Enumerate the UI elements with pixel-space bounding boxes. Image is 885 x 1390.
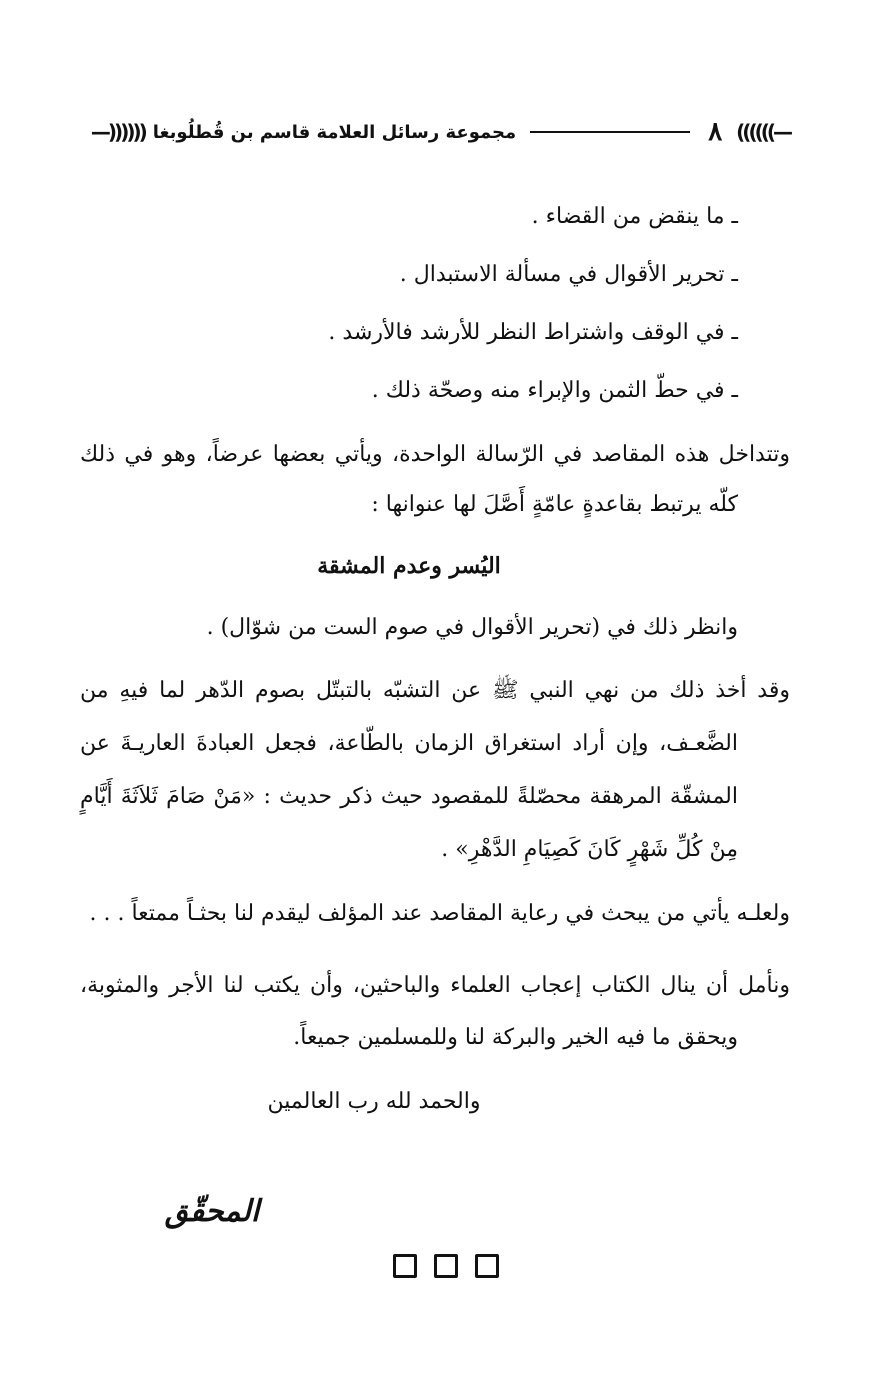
header-title: مجموعة رسائل العلامة قاسم بن قُطلُوبغا	[152, 121, 517, 143]
list-item: ـ تحرير الأقوال في مسألة الاستبدال .	[399, 262, 738, 287]
page-number: ٨	[708, 117, 723, 147]
signature: المحقّق	[164, 1194, 260, 1229]
paragraph-4: ولعلـه يأتي من يبحث في رعاية المقاصد عند المؤلف ليقدم لنا بحثـاً ممتعاً . . .	[89, 901, 790, 926]
list-item: ـ في الوقف واشتراط النظر للأرشد فالأرشد .	[328, 320, 738, 345]
paragraph-3: وقد أخذ ذلك من نهي النبي ﷺ عن التشبّه بالتبتّل بصوم الدّهر لما فيهِ من الضَّعـف، وإن أراد استغراق الزمان بالطّاعة، فجعل العبادةَ العاريـةَ عن المشقّة المرهقة محصّلةً للمقصود حيث ذكر حديث : «مَنْ صَامَ ثَلاَثَةَ أَيَّامٍ مِنْ كُلِّ شَهْرٍ كَانَ كَصِيَامِ الدَّهْرِ» .	[80, 678, 790, 862]
running-header	[78, 112, 790, 152]
paragraph-5: ونأمل أن ينال الكتاب إعجاب العلماء والباحثين، وأن يكتب لنا الأجر والمثوبة، ويحقق ما فيه الخير والبركة لنا وللمسلمين جميعاً.	[80, 973, 790, 1050]
header-ornament-right: —))))))	[736, 120, 790, 144]
header-ornament-left: ((((((—	[90, 120, 145, 144]
square-icon	[475, 1254, 499, 1278]
paragraph-1: وتتداخل هذه المقاصد في الرّسالة الواحدة، ويأتي بعضها عرضاً، وهو في ذلك كلّه يرتبط بقاعدةٍ عامّةٍ أَصَّلَ لها عنوانها :	[80, 442, 790, 517]
section-subheading: اليُسر وعدم المشقة	[317, 553, 501, 579]
list-item: ـ ما ينقض من القضاء .	[531, 204, 738, 229]
body-text	[80, 196, 790, 1124]
list-item: ـ في حطّ الثمن والإبراء منه وصحّة ذلك .	[371, 378, 738, 403]
square-icon	[434, 1254, 458, 1278]
end-of-section-marks	[393, 1254, 499, 1280]
closing-line: والحمد لله رب العالمين	[267, 1089, 481, 1114]
square-icon	[393, 1254, 417, 1278]
paragraph-2: وانظر ذلك في (تحرير الأقوال في صوم الست من شوّال) .	[206, 615, 738, 640]
header-rule	[530, 131, 690, 133]
